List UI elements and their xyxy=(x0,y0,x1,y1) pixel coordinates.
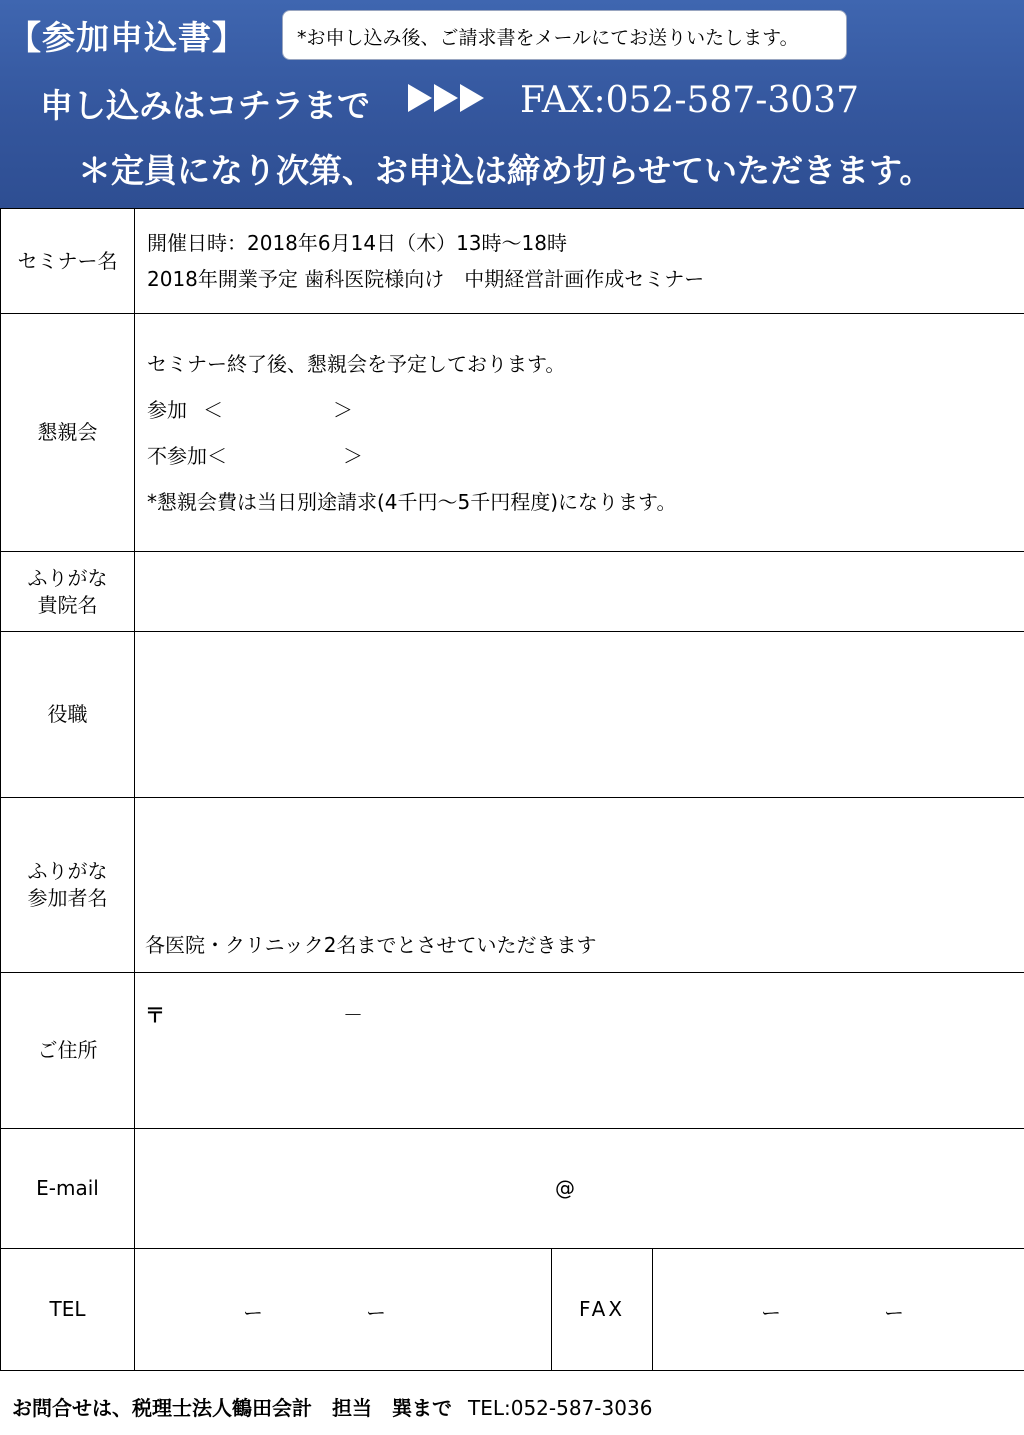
row-seminar xyxy=(1,209,1024,314)
tel-input[interactable] xyxy=(135,1249,552,1371)
position-label: 役職 xyxy=(1,632,135,798)
clinic-label-kana: ふりがな xyxy=(27,565,108,590)
tel-dash-2: ー xyxy=(366,1301,386,1325)
row-clinic xyxy=(1,552,1024,632)
party-absent-option[interactable] xyxy=(147,433,1024,479)
party-value xyxy=(135,314,1024,552)
postal-mark-icon: 〒 xyxy=(145,1003,165,1027)
attend-open-bracket: ＜ xyxy=(203,397,223,422)
absent-open-bracket: ＜ xyxy=(207,443,227,468)
absent-label: 不参加 xyxy=(147,443,207,468)
attend-close-bracket: ＞ xyxy=(333,397,353,422)
deadline-notice: ＊定員になり次第、お申込は締め切らせていただきます。 xyxy=(78,151,933,190)
address-input[interactable] xyxy=(135,973,1024,1129)
seminar-name: 2018年開業予定 歯科医院様向け 中期経営計画作成セミナー xyxy=(147,267,705,291)
seminar-date: 開催日時：2018年6月14日（木）13時～18時 xyxy=(147,231,567,255)
apply-text: 申し込みはコチラまで xyxy=(40,86,370,125)
participant-label-name: 参加者名 xyxy=(27,886,108,910)
party-label: 懇親会 xyxy=(1,314,135,552)
row-tel-fax xyxy=(1,1249,1024,1371)
fax-dash-2: ー xyxy=(884,1301,904,1325)
participant-limit-note: 各医院・クリニック2名までとさせていただきます xyxy=(145,933,597,957)
contact-footer xyxy=(12,1392,652,1421)
seminar-label: セミナー名 xyxy=(1,209,135,314)
contact-tel: TEL:052-587-3036 xyxy=(468,1396,653,1420)
row-email xyxy=(1,1129,1024,1249)
participant-input[interactable] xyxy=(135,798,1024,973)
party-fee-note: *懇親会費は当日別途請求(4千円～5千円程度)になります。 xyxy=(147,489,677,514)
row-party xyxy=(1,314,1024,552)
fax-label: FAX xyxy=(552,1249,653,1371)
application-form xyxy=(0,208,1024,1371)
participant-label-kana: ふりがな xyxy=(27,859,108,883)
tel-label: TEL xyxy=(1,1249,135,1371)
position-input[interactable] xyxy=(135,632,1024,798)
postal-dash: － xyxy=(343,1003,363,1027)
address-label: ご住所 xyxy=(1,973,135,1129)
clinic-label-name: 貴院名 xyxy=(37,592,98,617)
header-banner xyxy=(0,0,1024,208)
seminar-value xyxy=(135,209,1024,314)
party-attend-option[interactable] xyxy=(147,387,1024,433)
row-address xyxy=(1,973,1024,1129)
fax-number: FAX:052-587-3037 xyxy=(520,80,859,121)
fax-dash-1: ー xyxy=(761,1301,781,1325)
tel-dash-1: ー xyxy=(243,1301,263,1325)
row-participant xyxy=(1,798,1024,973)
clinic-label xyxy=(1,552,135,632)
absent-close-bracket: ＞ xyxy=(343,443,363,468)
email-input[interactable] xyxy=(135,1129,1024,1249)
form-title: 【参加申込書】 xyxy=(8,18,246,57)
attend-label: 参加 xyxy=(147,397,187,422)
invoice-notice: *お申し込み後、ご請求書をメールにてお送りいたします。 xyxy=(282,10,847,60)
email-at-sign: @ xyxy=(555,1176,575,1200)
fax-input[interactable] xyxy=(653,1249,1024,1371)
party-intro: セミナー終了後、懇親会を予定しております。 xyxy=(147,351,566,376)
row-position xyxy=(1,632,1024,798)
contact-text: お問合せは、税理士法人鶴田会計 担当 巽まで xyxy=(12,1396,452,1420)
participant-label xyxy=(1,798,135,973)
triple-arrow-icon xyxy=(408,84,486,116)
email-label: E-mail xyxy=(1,1129,135,1249)
clinic-input[interactable] xyxy=(135,552,1024,632)
